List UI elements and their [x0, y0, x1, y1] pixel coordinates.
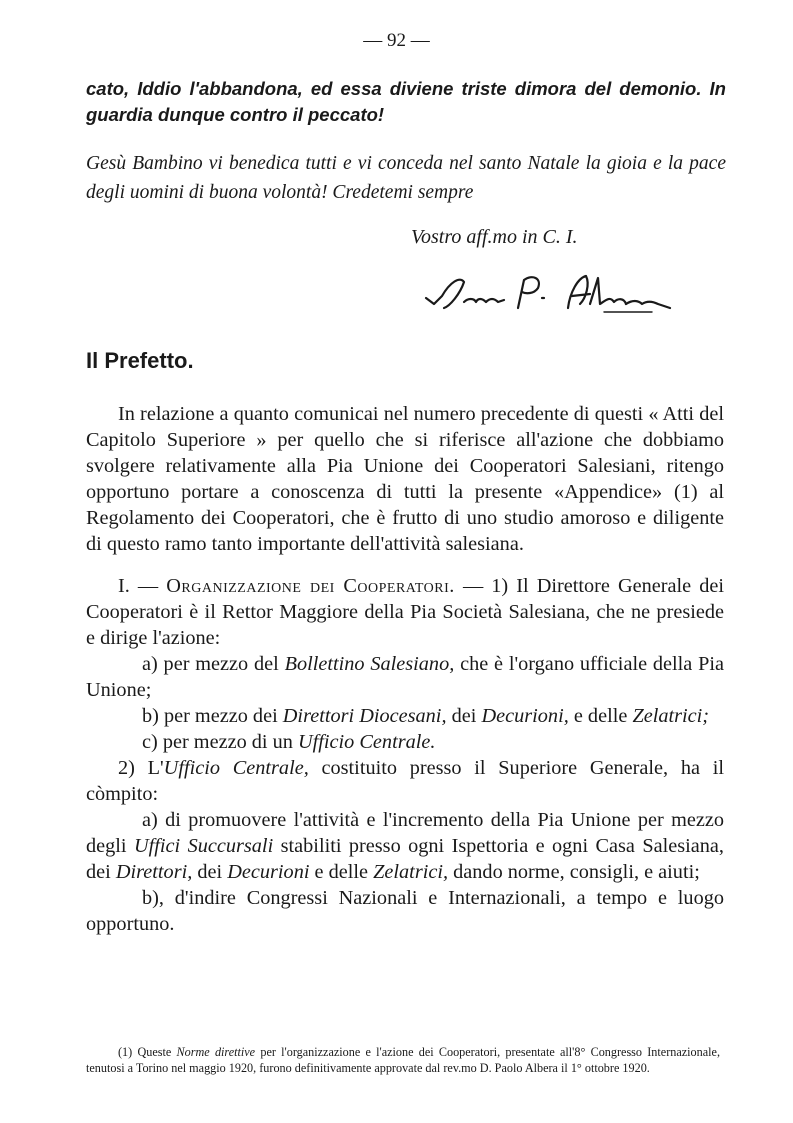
paragraph-intro: In relazione a quanto comunicai nel numero precedente di questi « Atti del Capitolo Superiore » per quello che si riferisce all'azione che dobbiamo svolgere relativamente alla Pia Unione dei Cooperatori Salesiani, ritengo opportuno portare a conoscenza di tutti la presente «Appendice» (1) al Regolamento dei Cooperatori, che è frutto di uno studio amoroso e diligente di questo ramo tanto importante dell'attività salesiana.: [86, 403, 724, 555]
body-text: [86, 401, 724, 937]
item-a: a) per mezzo del Bollettino Salesiano, che è l'organo ufficiale della Pia Unione;: [86, 653, 725, 701]
paragraph-ufficio-centrale: 2) L'Ufficio Centrale, costituito presso il Superiore Generale, ha il còmpito:: [86, 757, 724, 805]
footnote: (1) Queste Norme direttive per l'organizzazione e l'azione dei Cooperatori, presentate all'8° Congresso Internazionale, tenutosi a Torino nel maggio 1920, furono definitivamente approvate dal rev.mo D. Paolo Albera il 1° ottobre 1920.: [86, 1045, 720, 1075]
page-number: — 92 —: [363, 30, 430, 51]
handwritten-signature: [420, 268, 690, 328]
blessing-text: Gesù Bambino vi benedica tutti e vi conceda nel santo Natale la gioia e la pace degli uomini di buona volontà! Credetemi sempre: [86, 153, 726, 203]
section-heading: Organizzazione dei Cooperatori.: [166, 575, 455, 597]
item-2b: b), d'indire Congressi Nazionali e Internazionali, a tempo e luogo opportuno.: [86, 887, 724, 935]
item-c: c) per mezzo di un Ufficio Centrale.: [142, 731, 436, 753]
paragraph-organization: I. — Organizzazione dei Cooperatori. — 1) Il Direttore Generale dei Cooperatori è il Rettor Maggiore della Pia Società Salesiana, che ne presiede e dirige l'azione:: [86, 575, 724, 649]
intro-bold-italic-text: cato, Iddio l'abbandona, ed essa diviene triste dimora del demonio. In guardia dunque contro il peccato!: [86, 78, 726, 125]
closing-line: Vostro aff.mo in C. I.: [411, 226, 578, 248]
item-b: b) per mezzo dei Direttori Diocesani, dei Decurioni, e delle Zelatrici;: [142, 705, 710, 727]
section-title: Il Prefetto.: [86, 348, 194, 373]
item-2a: a) di promuovere l'attività e l'incremento della Pia Unione per mezzo degli Uffici Succursali stabiliti presso ogni Ispettoria e ogni Casa Salesiana, dei Direttori, dei Decurioni e delle Zelatrici, dando norme, consigli, e aiuti;: [86, 809, 724, 883]
